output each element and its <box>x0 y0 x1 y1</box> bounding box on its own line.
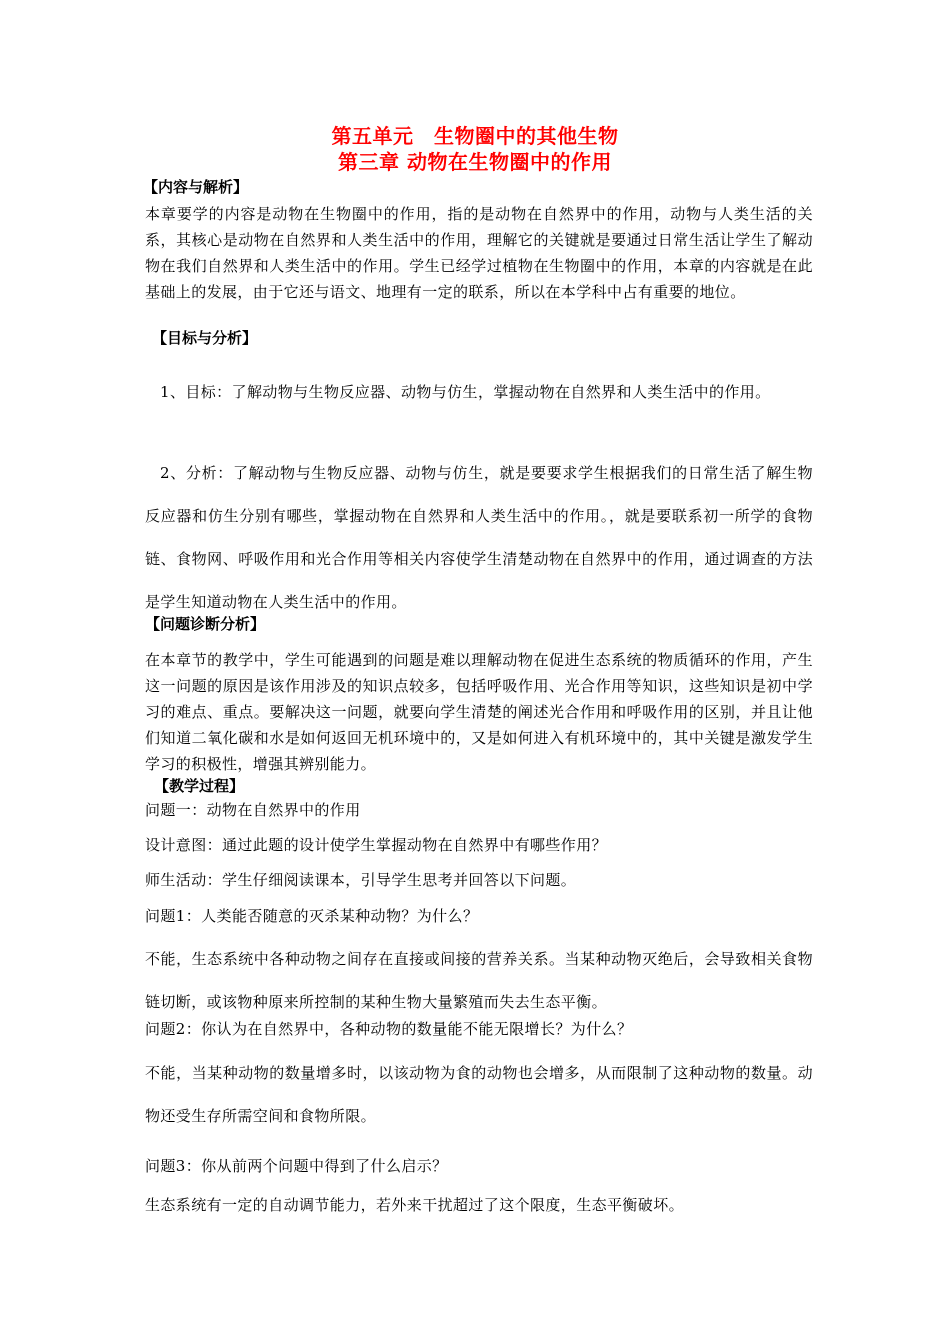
chapter-title: 第三章 动物在生物圈中的作用 <box>338 150 612 174</box>
answer-3: 生态系统有一定的自动调节能力，若外来干扰超过了这个限度，生态平衡破坏。 <box>145 1196 685 1214</box>
analysis-paragraph: 2、分析：了解动物与生物反应器、动物与仿生，就是要要求学生根据我们的日常生活了解生物反应器和仿生分别有哪些，掌握动物在自然界和人类生活中的作用。，就是要联系初一所学的食物链、食物网、呼吸作用和光合作用等相关内容使学生清楚动物在自然界中的作用，通过调查的方法是学生知道动物在人类生活中的作用。 <box>145 464 813 611</box>
goal-paragraph: 1、目标：了解动物与生物反应器、动物与仿生，掌握动物在自然界和人类生活中的作用。 <box>160 383 771 401</box>
goal-analysis-heading: 【目标与分析】 <box>152 329 258 347</box>
answer-1: 不能，生态系统中各种动物之间存在直接或间接的营养关系。当某种动物灭绝后，会导致相关食物链切断，或该物种原来所控制的某种生物大量繁殖而失去生态平衡。 <box>145 950 813 1011</box>
activity-line: 师生活动：学生仔细阅读课本，引导学生思考并回答以下问题。 <box>145 871 577 889</box>
problem-diagnosis-heading: 【问题诊断分析】 <box>145 615 266 633</box>
unit-title: 第五单元 生物圈中的其他生物 <box>331 124 619 148</box>
content-analysis-heading: 【内容与解析】 <box>143 178 249 196</box>
question-2: 问题2：你认为在自然界中，各种动物的数量能不能无限增长？为什么？ <box>145 1020 633 1038</box>
teaching-process-heading: 【教学过程】 <box>154 777 245 795</box>
design-intent-line: 设计意图：通过此题的设计使学生掌握动物在自然界中有哪些作用？ <box>145 836 608 854</box>
answer-2: 不能，当某种动物的数量增多时，以该动物为食的动物也会增多，从而限制了这种动物的数量。动物还受生存所需空间和食物所限。 <box>145 1064 813 1125</box>
question-1: 问题1：人类能否随意的灭杀某种动物？为什么？ <box>145 907 479 925</box>
content-analysis-paragraph: 本章要学的内容是动物在生物圈中的作用，指的是动物在自然界中的作用，动物与人类生活的关系，其核心是动物在自然界和人类生活中的作用，理解它的关键就是要通过日常生活让学生了解动物在我们自然界和人类生活中的作用。学生已经学过植物在生物圈中的作用，本章的内容就是在此基础上的发展，由于它还与语文、地理有一定的联系，所以在本学科中占有重要的地位。 <box>145 205 813 301</box>
question-3: 问题3：你从前两个问题中得到了什么启示？ <box>145 1157 448 1175</box>
problem-diagnosis-paragraph: 在本章节的教学中，学生可能遇到的问题是难以理解动物在促进生态系统的物质循环的作用，产生这一问题的原因是该作用涉及的知识点较多，包括呼吸作用、光合作用等知识，这些知识是初中学习的难点、重点。要解决这一问题，就要向学生清楚的阐述光合作用和呼吸作用的区别，并且让他们知道二氧化碳和水是如何返回无机环境中的，又是如何进入有机环境中的，其中关键是激发学生学习的积极性，增强其辨别能力。 <box>145 651 813 773</box>
problem-one-line: 问题一：动物在自然界中的作用 <box>145 801 361 819</box>
